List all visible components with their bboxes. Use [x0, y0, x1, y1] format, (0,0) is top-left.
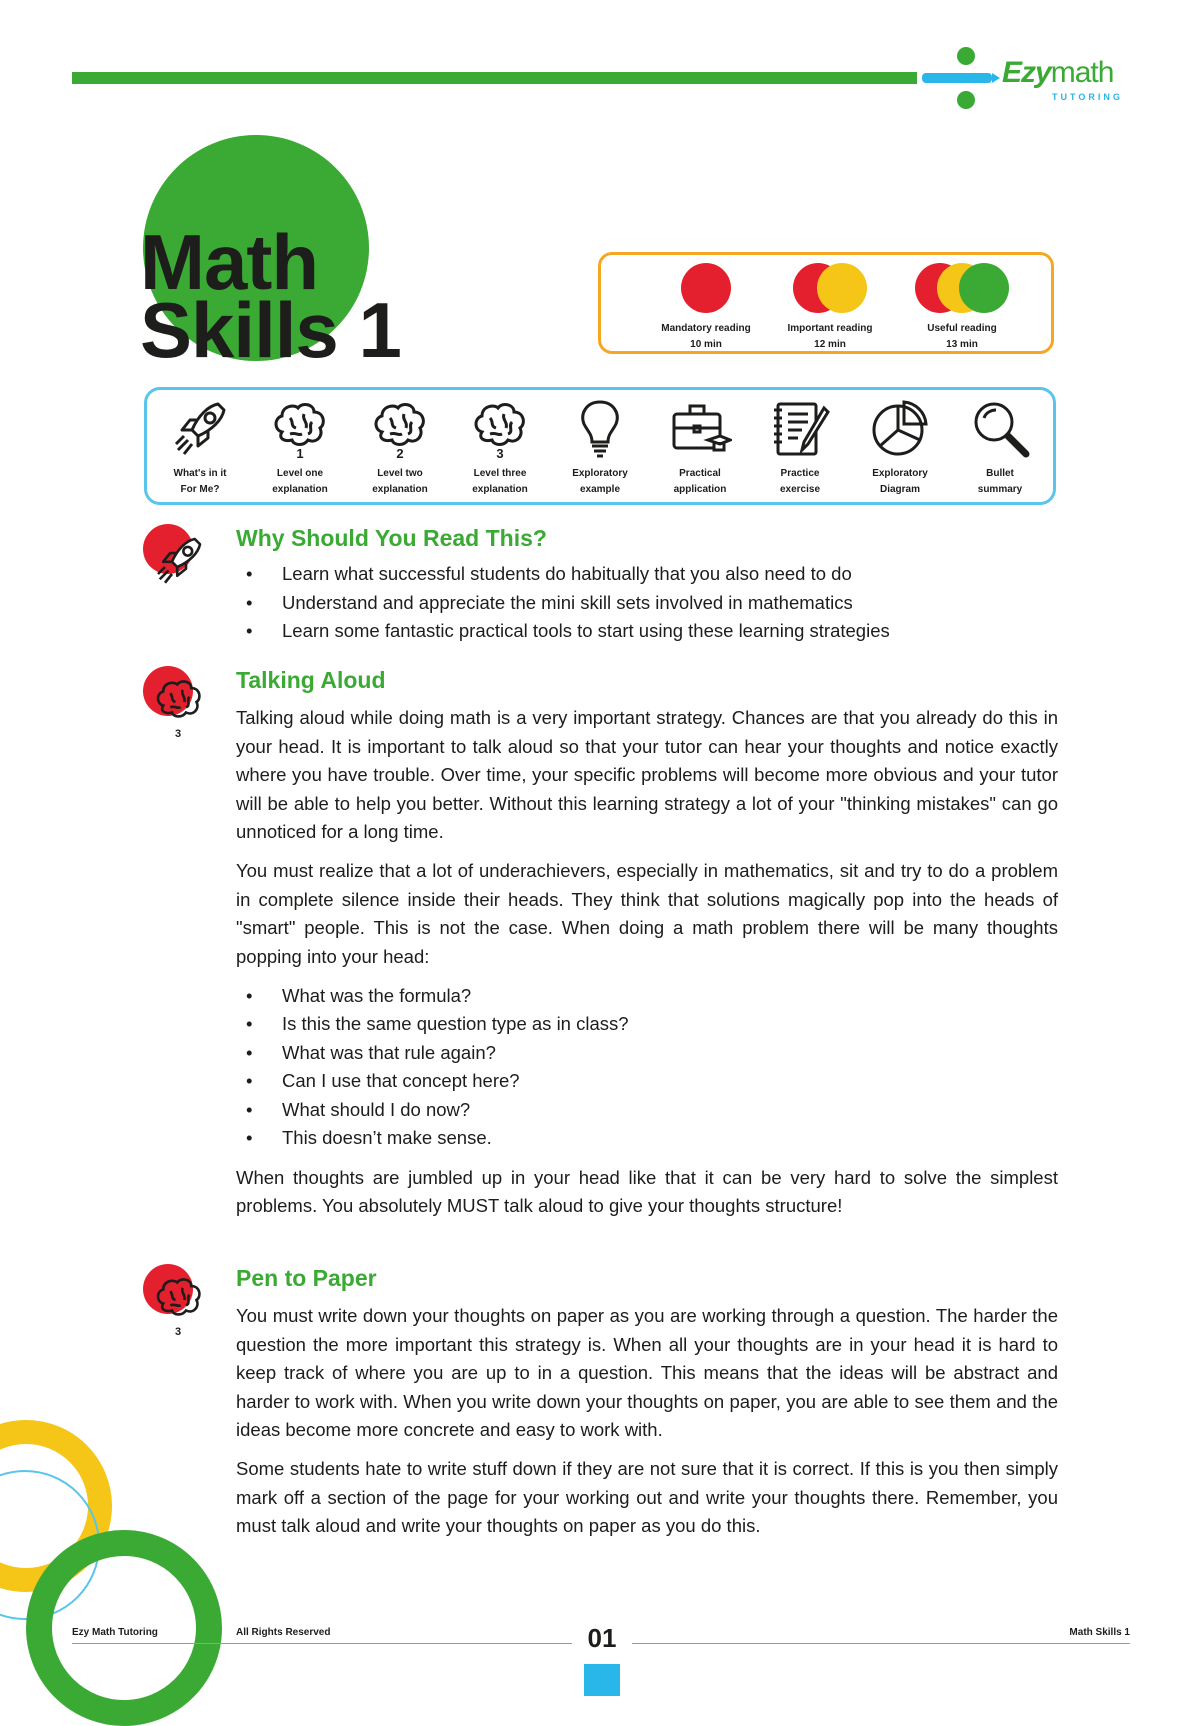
paragraph: You must write down your thoughts on paper as you are working through a question. The harder the question the more important this strategy is. When all your thoughts are in your head it is hard to keep track of where you are up to in a question. This means that the ideas will be abstract and harder to work with. When you write down your thoughts on paper, you are able to see them and the ideas become more concrete and easy to work with. — [236, 1305, 1058, 1441]
green-dot — [959, 263, 1009, 313]
icon-legend-bar — [144, 387, 1056, 505]
logo-text: Ezymath — [1002, 56, 1114, 89]
icon-label-line: Practice — [780, 468, 820, 479]
section-talking — [236, 666, 1058, 1231]
icon-item-practical-application — [650, 396, 750, 498]
section-why — [236, 524, 1058, 657]
paragraph: Some students hate to write stuff down if they are not sure that it is correct. If this is you then simply mark off a section of the page for your working out and write your thoughts there. Remember, you must talk aloud and write your thoughts on paper as you do this. — [236, 1458, 1058, 1537]
icon-item-level-two: 2 Level two explanation — [350, 396, 450, 498]
pie-chart-icon — [868, 396, 932, 460]
rocket-icon — [151, 532, 207, 588]
section-heading: Pen to Paper — [236, 1265, 377, 1291]
icon-number: 3 — [175, 1326, 182, 1338]
ezymath-logo — [920, 46, 1140, 110]
section-heading: Why Should You Read This? — [236, 525, 547, 551]
icon-label-line: explanation — [372, 484, 428, 495]
bullet-list — [236, 560, 1058, 645]
section-heading: Talking Aloud — [236, 667, 386, 693]
footer-rule-left — [72, 1643, 572, 1644]
icon-item-whats-in-it — [150, 396, 250, 498]
red-dot — [681, 263, 731, 313]
list-item: • Learn what successful students do habitually that you also need to do — [236, 560, 1058, 588]
list-item: • What was that rule again? — [236, 1039, 1058, 1067]
icon-label-line: For Me? — [180, 484, 220, 495]
list-item: • Learn some fantastic practical tools to start using these learning strategies — [236, 617, 1058, 645]
icon-label-line: Practical — [679, 468, 721, 479]
list-item: • This doesn’t make sense. — [236, 1124, 1058, 1152]
icon-item-practice-exercise — [750, 396, 850, 498]
icon-label-line: application — [673, 484, 727, 495]
icon-label-line: explanation — [272, 484, 328, 495]
icon-item-exploratory-diagram — [850, 396, 950, 498]
icon-label-line: explanation — [472, 484, 528, 495]
icon-item-bullet-summary — [950, 396, 1050, 498]
reading-legend — [598, 252, 1054, 354]
list-item: • What was the formula? — [236, 982, 1058, 1010]
header-bar — [72, 72, 917, 84]
icon-label-line: What's in it — [173, 468, 227, 479]
section-icon-why — [143, 524, 207, 588]
paragraph: Talking aloud while doing math is a very important strategy. Chances are that you already do this in your head. It is important to talk aloud so that your tutor can hear your thoughts and notice exactly where you have trouble. Over time, your specific problems will become more obvious and your tutor will be able to help you better. Without this learning strategy a lot of your "thinking mistakes" can go unnoticed for a long time. — [236, 707, 1058, 843]
footer-rights: All Rights Reserved — [236, 1627, 331, 1638]
logo-subtitle: TUTORING — [1052, 92, 1123, 102]
list-item: • Is this the same question type as in class? — [236, 1010, 1058, 1038]
icon-item-exploratory-example — [550, 396, 650, 498]
legend-important — [755, 263, 905, 353]
page-title — [140, 218, 401, 374]
icon-label-line: Level one — [276, 468, 324, 479]
notepad-icon — [768, 396, 832, 460]
footer-rule-right — [632, 1643, 1130, 1644]
briefcase-icon — [668, 396, 732, 460]
pencil-logo-icon — [920, 46, 1000, 110]
icon-label-line: Level three — [473, 468, 527, 479]
section-icon-talking — [143, 666, 207, 740]
icon-label-line: Bullet — [986, 468, 1014, 479]
icon-item-level-three: 3 Level three explanation — [450, 396, 550, 498]
page-tab — [584, 1664, 620, 1696]
title-line-2: Skills 1 — [140, 286, 401, 374]
title-line-1: Math — [140, 218, 318, 306]
brain-icon — [151, 1272, 207, 1328]
footer-doc-title: Math Skills 1 — [1069, 1627, 1130, 1638]
icon-item-level-one: 1 Level one explanation — [250, 396, 350, 498]
legend-time: 10 min — [690, 339, 722, 350]
icon-label-line: summary — [977, 484, 1023, 495]
section-pen — [236, 1264, 1058, 1552]
icon-label-line: Exploratory — [572, 468, 628, 479]
icon-label-line: Diagram — [879, 484, 920, 495]
list-item: • What should I do now? — [236, 1096, 1058, 1124]
legend-label: Important reading — [787, 323, 873, 334]
icon-label-line: example — [579, 484, 621, 495]
rocket-icon — [168, 396, 232, 460]
magnifier-icon — [968, 396, 1032, 460]
legend-time: 12 min — [814, 339, 846, 350]
icon-number: 3 — [175, 728, 182, 740]
legend-time: 13 min — [946, 339, 978, 350]
icon-label-line: Level two — [377, 468, 423, 479]
list-item: • Can I use that concept here? — [236, 1067, 1058, 1095]
list-item: • Understand and appreciate the mini skill sets involved in mathematics — [236, 589, 1058, 617]
legend-label: Mandatory reading — [661, 323, 751, 334]
icon-label-line: exercise — [779, 484, 821, 495]
bullet-list — [236, 982, 1058, 1152]
legend-useful — [887, 263, 1037, 353]
brain-icon — [151, 674, 207, 730]
legend-label: Useful reading — [927, 323, 997, 334]
section-icon-pen — [143, 1264, 207, 1338]
yellow-dot — [817, 263, 867, 313]
footer-company: Ezy Math Tutoring — [72, 1627, 158, 1638]
icon-label-line: Exploratory — [872, 468, 928, 479]
page-number: 01 — [587, 1623, 617, 1653]
lightbulb-icon — [568, 396, 632, 460]
paragraph: You must realize that a lot of underachievers, especially in mathematics, sit and try to do a problem in complete silence inside their heads. They think that solutions magically pop into the heads of "smart" people. This is not the case. When doing a math problem there will be many thoughts popping into your head: — [236, 860, 1058, 967]
paragraph: When thoughts are jumbled up in your head like that it can be very hard to solve the simplest problems. You absolutely MUST talk aloud to give your thoughts structure! — [236, 1166, 1058, 1216]
